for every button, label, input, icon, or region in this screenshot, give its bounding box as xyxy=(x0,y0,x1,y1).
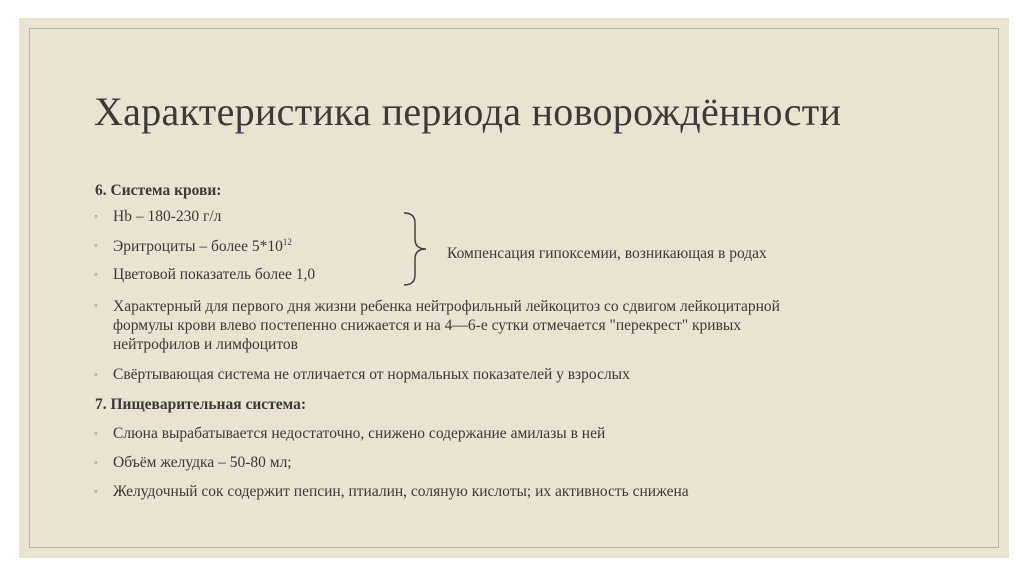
neutrophils-line-3: нейтрофилов и лимфоцитов xyxy=(113,336,298,353)
bullet-icon: ◦ xyxy=(94,486,98,498)
slide-title: Характеристика периода новорождённости xyxy=(94,89,842,134)
section-heading-digestive: 7. Пищеварительная система: xyxy=(95,396,306,413)
list-item-saliva: Слюна вырабатывается недостаточно, снижено содержание амилазы в ней xyxy=(113,425,606,442)
list-item-color-index: Цветовой показатель более 1,0 xyxy=(113,266,316,283)
curly-brace-icon xyxy=(402,211,428,287)
list-item-coagulation: Свёртывающая система не отличается от нормальных показателей у взрослых xyxy=(113,366,630,383)
bullet-icon: ◦ xyxy=(94,369,98,381)
brace-annotation: Компенсация гипоксемии, возникающая в родах xyxy=(447,245,767,262)
list-item-gastric-juice: Желудочный сок содержит пепсин, птиалин, соляную кислоты; их активность снижена xyxy=(113,483,689,500)
neutrophils-line-1: Характерный для первого дня жизни ребенка нейтрофильный лейкоцитоз со сдвигом лейкоцитарной xyxy=(113,298,780,315)
slide xyxy=(19,18,1009,558)
bullet-icon: ◦ xyxy=(94,300,98,312)
erythrocytes-exponent: 12 xyxy=(282,237,292,247)
bullet-icon: ◦ xyxy=(94,457,98,469)
erythrocytes-text: Эритроциты – более 5*10 xyxy=(113,238,283,255)
section-heading-blood: 6. Система крови: xyxy=(95,182,222,199)
bullet-icon: ◦ xyxy=(94,428,98,440)
neutrophils-line-2: формулы крови влево постепенно снижается и на 4—6-е сутки отмечается "перекрест" кривых xyxy=(113,317,742,334)
list-item-stomach-volume: Объём желудка – 50-80 мл; xyxy=(113,454,292,471)
list-item-erythrocytes xyxy=(113,237,292,256)
list-item-hb: Hb – 180-230 г/л xyxy=(113,208,222,225)
bullet-icon: ◦ xyxy=(94,211,98,223)
bullet-icon: ◦ xyxy=(94,240,98,252)
list-item-neutrophils xyxy=(113,297,913,354)
bullet-icon: ◦ xyxy=(94,269,98,281)
slide-content xyxy=(19,18,1009,558)
